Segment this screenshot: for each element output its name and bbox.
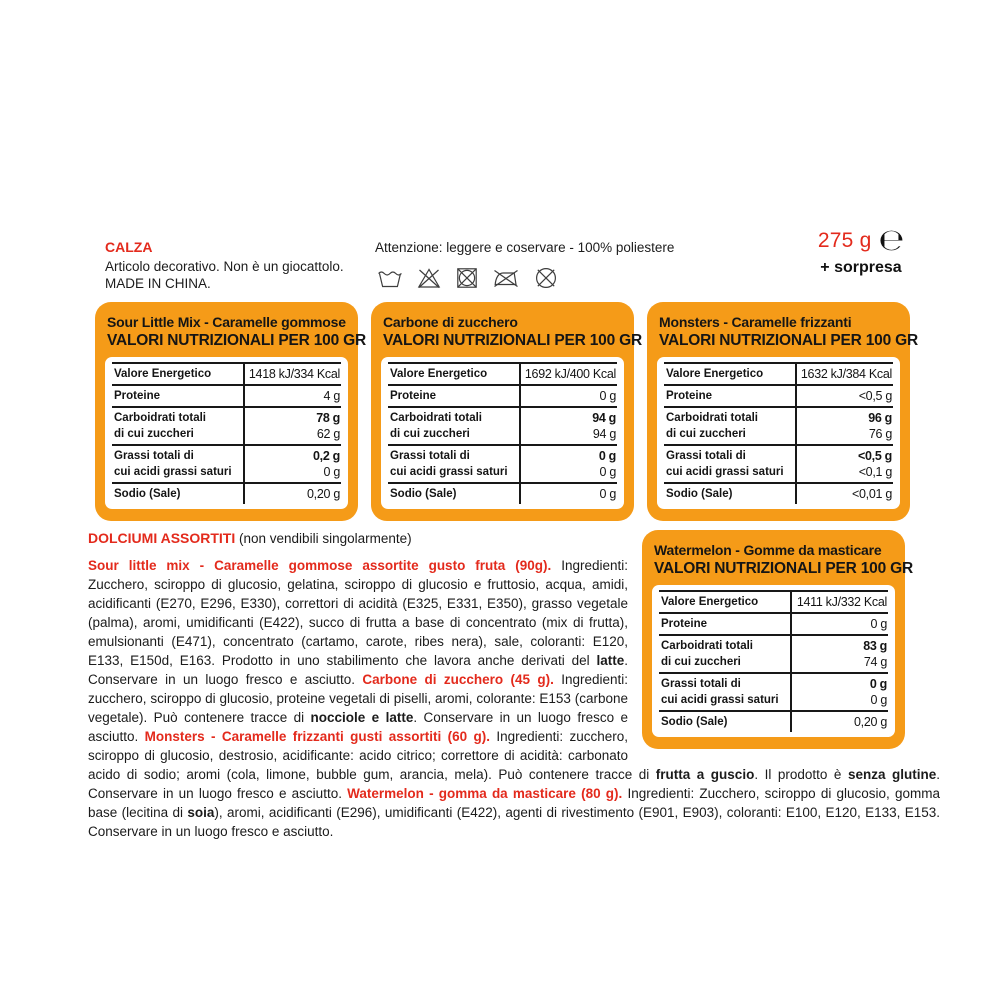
row-sublabel: di cui zuccheri: [666, 428, 746, 440]
table-row: [112, 444, 341, 482]
row-sublabel: cui acidi grassi saturi: [390, 466, 508, 478]
wash-tub-icon: [375, 265, 405, 291]
ingredients-segment: . Conservare in un luogo fresco e asciutto.: [88, 767, 940, 801]
row-subvalue: 62 g: [316, 427, 340, 441]
row-sublabel: cui acidi grassi saturi: [114, 466, 232, 478]
table-row: [112, 362, 341, 384]
assorted-title: DOLCIUMI ASSORTITI: [88, 530, 236, 546]
row-value: <0,5 g: [858, 449, 892, 463]
row-subvalue: 0 g: [323, 465, 340, 479]
table-row: [112, 384, 341, 406]
row-label: Valore Energetico: [390, 368, 488, 380]
table-row: [664, 384, 893, 406]
ingredients-segment: . Conservare in un luogo fresco e asciutto.: [88, 653, 628, 687]
row-value: 0 g: [599, 487, 616, 501]
table-row: [659, 710, 888, 732]
row-value: 1632 kJ/384 Kcal: [800, 367, 892, 381]
ingredients-segment: Ingredienti: zucchero, sciroppo di glucosio, destrosio, acidificante: acido citrico; correttore di acidità: carbonato acido di sodio; aromi (cola, limone, bubble gum, arancia, mela). Può contenere tracce di: [88, 729, 656, 782]
nutrition-table-title: Monsters - Caramelle frizzanti: [659, 314, 852, 330]
row-value: 0 g: [599, 389, 616, 403]
care-notice: Attenzione: leggere e coservare - 100% poliestere: [375, 240, 675, 255]
ingredients-segment: Watermelon - gomma da masticare (80 g).: [347, 786, 623, 801]
nutrition-table-subtitle: VALORI NUTRIZIONALI PER 100 GR: [654, 560, 913, 577]
row-sublabel: cui acidi grassi saturi: [666, 466, 784, 478]
nutrition-values-box: [381, 357, 624, 509]
care-icons-row: [375, 265, 674, 291]
nutrition-table-title: Carbone di zucchero: [383, 314, 518, 330]
ingredients-segment: Ingredienti: Zucchero, sciroppo di glucosio, gelatina, sciroppo di glucosio e fruttosio, acqua, amidi, acidificanti (E270, E296, E330), correttori di acidità (E325, E331, E350), grasso vegetale (palma), aromi, umidificanti (E422), succo di frutta a base di concentrato (mix di frutta), emulsionanti (E471), concentrato (cartamo, carote, ribes nera), sale, coloranti: E120, E133, E150d, E163. Prodotto in uno stabilimento che lavora anche derivati del: [88, 558, 629, 668]
row-sublabel: di cui zuccheri: [390, 428, 470, 440]
row-label: Proteine: [666, 390, 713, 402]
table-row: [664, 362, 893, 384]
nutrition-table-carbone: [371, 302, 642, 521]
row-label: Carboidrati totali: [114, 412, 207, 424]
row-value: 0 g: [598, 449, 616, 463]
nutrition-values-box: [105, 357, 348, 509]
calza-title: CALZA: [105, 239, 153, 255]
row-value: 1418 kJ/334 Kcal: [248, 367, 340, 381]
ingredients-segment: senza glutine: [847, 767, 937, 782]
assorted-note: (non vendibili singolarmente): [235, 531, 412, 546]
row-label: Sodio (Sale): [661, 716, 728, 728]
calza-line1: Articolo decorativo. Non è un giocattolo.: [105, 259, 344, 274]
row-subvalue: 0 g: [870, 693, 887, 707]
row-label: Valore Energetico: [661, 596, 759, 608]
row-value: 0 g: [869, 677, 887, 691]
ingredients-segment: frutta a guscio: [655, 767, 755, 782]
row-value: 1411 kJ/332 Kcal: [796, 595, 887, 609]
nutrition-table-title: Watermelon - Gomme da masticare: [654, 542, 882, 558]
lower-section: [88, 528, 940, 841]
row-sublabel: di cui zuccheri: [114, 428, 194, 440]
weight-block: [796, 223, 926, 277]
row-label: Carboidrati totali: [390, 412, 483, 424]
table-row: [659, 672, 888, 710]
row-subvalue: 0 g: [599, 465, 616, 479]
table-row: [664, 482, 893, 504]
do-not-bleach-icon: [414, 265, 444, 291]
table-row: [112, 406, 341, 444]
nutrition-table-subtitle: VALORI NUTRIZIONALI PER 100 GR: [383, 332, 642, 349]
row-subvalue: 76 g: [868, 427, 892, 441]
row-value: <0,5 g: [858, 389, 892, 403]
estimated-sign-icon: ℮: [878, 223, 905, 258]
net-weight: 275 g: [817, 229, 872, 252]
table-row: [112, 482, 341, 504]
table-row: [388, 406, 617, 444]
do-not-tumble-dry-icon: [453, 265, 481, 291]
row-label: Valore Energetico: [666, 368, 764, 380]
table-row: [388, 482, 617, 504]
table-row: [388, 362, 617, 384]
surprise-note: + sorpresa: [820, 259, 902, 276]
nutrition-values-box: [652, 585, 895, 737]
row-value: 78 g: [316, 411, 340, 425]
nutrition-table-sour-little-mix: [95, 302, 366, 521]
ingredients-segment: ), aromi, acidificanti (E296), umidificanti (E422), agenti di rivestimento (E901, E903), coloranti: E100, E120, E133, E153. Conservare in un luogo fresco e asciutto.: [88, 805, 940, 839]
row-label: Sodio (Sale): [390, 488, 457, 500]
row-value: 1692 kJ/400 Kcal: [524, 367, 616, 381]
watermelon-table-wrap: [628, 530, 940, 765]
ingredients-segment: . Conservare in un luogo fresco e asciutto.: [88, 710, 628, 744]
row-subvalue: 74 g: [863, 655, 887, 669]
row-subvalue: 94 g: [592, 427, 616, 441]
ingredients-segment: . Il prodotto è: [754, 767, 848, 782]
row-value: <0,01 g: [852, 487, 892, 501]
nutrition-table-watermelon: [642, 530, 913, 749]
ingredients-segment: Ingredienti: zucchero, sciroppo di glucosio, proteine vegetali di piselli, aromi, colorante: E153 (carbone vegetale). Può contenere tracce di: [88, 672, 629, 725]
nutrition-table-title: Sour Little Mix - Caramelle gommose: [107, 314, 346, 330]
nutrition-table-subtitle: VALORI NUTRIZIONALI PER 100 GR: [107, 332, 366, 349]
row-value: 96 g: [868, 411, 892, 425]
row-subvalue: <0,1 g: [858, 465, 892, 479]
row-label: Proteine: [661, 618, 708, 630]
row-label: Proteine: [390, 390, 437, 402]
nutrition-values-box: [657, 357, 900, 509]
ingredients-segment: latte: [596, 653, 625, 668]
row-label: Grassi totali di: [390, 450, 470, 462]
table-row: [388, 384, 617, 406]
row-value: 0 g: [870, 617, 887, 631]
ingredients-segment: Sour little mix - Caramelle gommose assortite gusto fruta (90g).: [88, 558, 552, 573]
nutrition-table-subtitle: VALORI NUTRIZIONALI PER 100 GR: [659, 332, 918, 349]
do-not-dry-clean-icon: [531, 265, 561, 291]
table-row: [664, 444, 893, 482]
do-not-iron-icon: [490, 265, 522, 291]
row-label: Valore Energetico: [114, 368, 212, 380]
row-sublabel: di cui zuccheri: [661, 656, 741, 668]
net-weight-line: [796, 223, 926, 258]
row-label: Carboidrati totali: [666, 412, 759, 424]
calza-line2: MADE IN CHINA.: [105, 276, 211, 291]
row-label: Proteine: [114, 390, 161, 402]
row-label: Carboidrati totali: [661, 640, 754, 652]
row-label: Grassi totali di: [666, 450, 746, 462]
nutrition-tables-row: [95, 302, 918, 521]
table-row: [388, 444, 617, 482]
row-value: 0,2 g: [313, 449, 340, 463]
ingredients-segment: nocciole e latte: [310, 710, 414, 725]
row-value: 0,20 g: [854, 715, 887, 729]
table-row: [659, 634, 888, 672]
calza-block: [105, 239, 344, 292]
ingredients-segment: Carbone di zucchero (45 g).: [362, 672, 554, 687]
row-value: 94 g: [592, 411, 616, 425]
row-value: 0,20 g: [307, 487, 340, 501]
row-label: Grassi totali di: [661, 678, 741, 690]
row-value: 4 g: [323, 389, 340, 403]
row-label: Sodio (Sale): [666, 488, 733, 500]
table-row: [659, 612, 888, 634]
ingredients-segment: soia: [187, 805, 215, 820]
ingredients-segment: Monsters - Caramelle frizzanti gusti assortiti (60 g).: [144, 729, 490, 744]
row-value: 83 g: [863, 639, 887, 653]
ingredients-segment: Ingredienti: Zucchero, sciroppo di glucosio, gomma base (lecitina di: [88, 786, 941, 820]
table-row: [664, 406, 893, 444]
row-label: Grassi totali di: [114, 450, 194, 462]
row-label: Sodio (Sale): [114, 488, 181, 500]
row-sublabel: cui acidi grassi saturi: [661, 694, 779, 706]
nutrition-table-monsters: [647, 302, 918, 521]
care-block: [375, 239, 674, 291]
table-row: [659, 590, 888, 612]
